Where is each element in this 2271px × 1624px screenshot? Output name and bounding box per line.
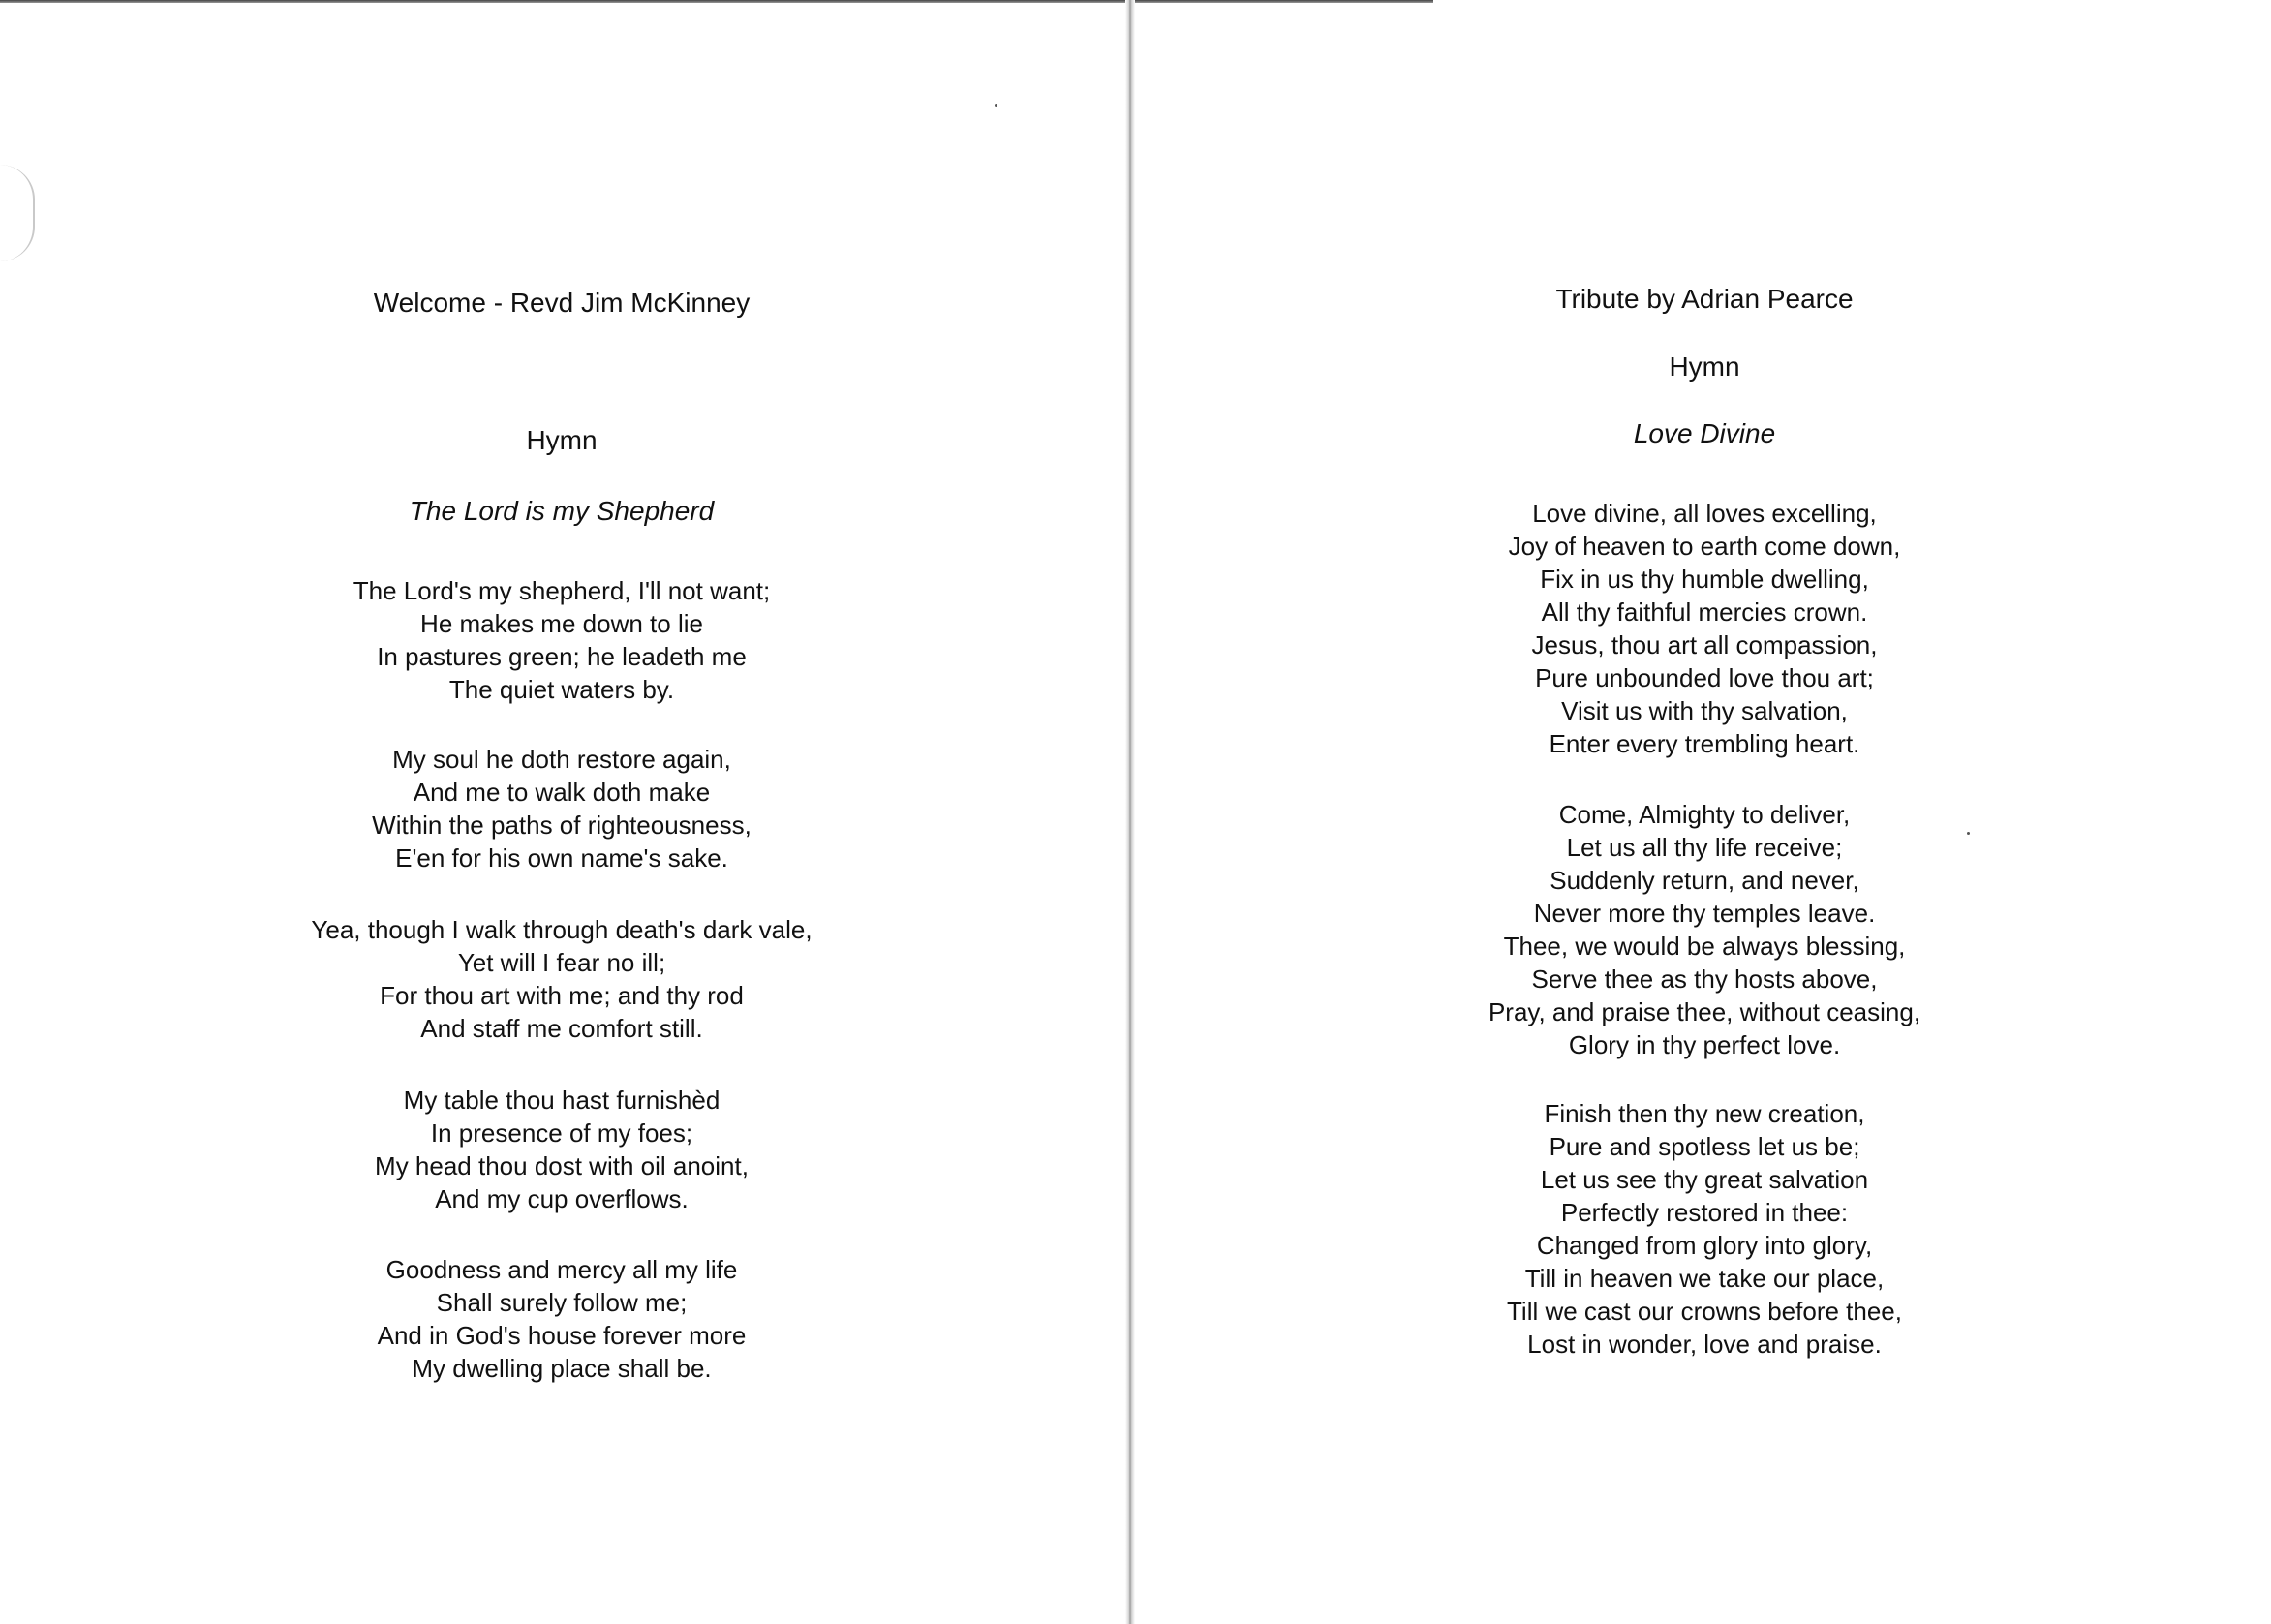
hymn-verse: [1414, 1097, 1995, 1361]
verse-line: Yet will I fear no ill;: [457, 948, 666, 977]
verse-line: Come, Almighty to deliver,: [1558, 800, 1851, 829]
verse-line: Pure unbounded love thou art;: [1535, 663, 1874, 692]
verse-line: And in God's house forever more: [377, 1321, 747, 1350]
hymn-verse: [271, 574, 852, 706]
verse-line: Changed from glory into glory,: [1536, 1231, 1873, 1260]
verse-line: E'en for his own name's sake.: [395, 843, 728, 873]
verse-line: In pastures green; he leadeth me: [377, 642, 747, 671]
verse-line: And my cup overflows.: [435, 1184, 689, 1213]
verse-line: Till in heaven we take our place,: [1524, 1264, 1885, 1293]
hymn-verse: [271, 743, 852, 874]
verse-line: Lost in wonder, love and praise.: [1527, 1330, 1882, 1359]
verse-line: Jesus, thou art all compassion,: [1531, 630, 1878, 659]
verse-line: Love divine, all loves excelling,: [1532, 499, 1877, 528]
verse-line: Glory in thy perfect love.: [1568, 1030, 1841, 1059]
verse-line: And staff me comfort still.: [420, 1014, 703, 1043]
verse-line: Serve thee as thy hosts above,: [1531, 965, 1878, 994]
verse-line: Fix in us thy humble dwelling,: [1540, 565, 1869, 594]
verse-line: Joy of heaven to earth come down,: [1508, 532, 1901, 561]
verse-line: Perfectly restored in thee:: [1560, 1198, 1849, 1227]
verse-line: Goodness and mercy all my life: [385, 1255, 738, 1284]
verse-line: Pure and spotless let us be;: [1549, 1132, 1860, 1161]
hymn-label: Hymn: [1669, 352, 1740, 382]
hymn-title: Love Divine: [1633, 418, 1776, 448]
verse-line: My dwelling place shall be.: [412, 1354, 712, 1383]
verse-line: Let us see thy great salvation: [1540, 1165, 1869, 1194]
verse-line: Suddenly return, and never,: [1550, 866, 1859, 895]
hymn-verse: [1414, 798, 1995, 1061]
right-page: [1414, 0, 1995, 1624]
page-corner-curl: [0, 165, 35, 261]
verse-line: My table thou hast furnishèd: [403, 1086, 721, 1115]
paper-speck: [995, 104, 997, 107]
center-fold: [1125, 0, 1135, 1624]
hymn-title: The Lord is my Shepherd: [409, 496, 715, 526]
hymn-verse: [271, 1253, 852, 1385]
verse-line: Never more thy temples leave.: [1533, 899, 1876, 928]
verse-line: My head thou dost with oil anoint,: [375, 1151, 749, 1180]
verse-line: All thy faithful mercies crown.: [1541, 598, 1868, 627]
verse-line: The quiet waters by.: [448, 675, 675, 704]
verse-line: Let us all thy life receive;: [1566, 833, 1843, 862]
verse-line: Within the paths of righteousness,: [372, 811, 752, 840]
verse-line: He makes me down to lie: [420, 609, 703, 638]
welcome-heading: Welcome - Revd Jim McKinney: [373, 288, 751, 318]
hymn-label: Hymn: [526, 425, 598, 455]
left-page: [271, 0, 852, 1624]
verse-line: Thee, we would be always blessing,: [1503, 932, 1906, 961]
verse-line: For thou art with me; and thy rod: [380, 981, 744, 1010]
tribute-heading: Tribute by Adrian Pearce: [1555, 284, 1854, 314]
verse-line: Yea, though I walk through death's dark vale,: [311, 915, 813, 944]
hymn-verse: [271, 1084, 852, 1215]
verse-line: Till we cast our crowns before thee,: [1507, 1297, 1902, 1326]
verse-line: Shall surely follow me;: [436, 1288, 688, 1317]
verse-line: Finish then thy new creation,: [1544, 1099, 1865, 1128]
verse-line: In presence of my foes;: [430, 1118, 693, 1148]
verse-line: The Lord's my shepherd, I'll not want;: [353, 576, 771, 605]
verse-line: And me to walk doth make: [413, 778, 711, 807]
verse-line: Pray, and praise thee, without ceasing,: [1488, 997, 1921, 1026]
verse-line: Visit us with thy salvation,: [1561, 696, 1848, 725]
hymn-verse: [1414, 497, 1995, 760]
verse-line: My soul he doth restore again,: [392, 745, 731, 774]
hymn-verse: [271, 913, 852, 1045]
verse-line: Enter every trembling heart.: [1549, 729, 1860, 758]
